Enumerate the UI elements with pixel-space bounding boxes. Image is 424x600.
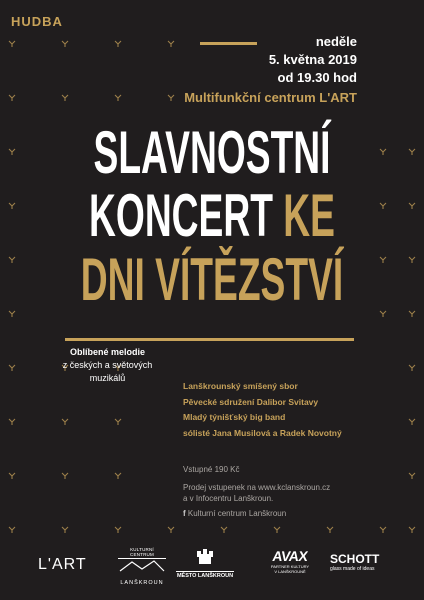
pattern-mark [9,419,15,425]
pattern-mark [380,257,386,263]
pattern-mark [62,95,68,101]
pattern-mark [168,95,174,101]
pattern-mark [9,527,15,533]
kc-logo-bottom-text: LANŠKROUN [120,580,164,586]
pattern-mark [327,527,333,533]
pattern-mark [115,527,121,533]
ticket-info [183,464,330,519]
title-line-2 [81,182,344,249]
event-time: od 19.30 hod [277,70,357,85]
pattern-mark [9,203,15,209]
pattern-mark [221,527,227,533]
facebook-icon: f [183,509,186,518]
accent-line-middle [65,338,354,341]
performer-item: sólisté Jana Musilová a Radek Novotný [183,427,342,438]
pattern-mark [62,473,68,479]
pattern-mark [115,419,121,425]
pattern-mark [9,311,15,317]
kc-logo-wave-icon [118,559,166,575]
kc-logo-top-text: KULTURNÍ CENTRUM [118,547,166,559]
pattern-mark [409,473,415,479]
pattern-mark [9,365,15,371]
schott-logo-text: SCHOTT [330,552,380,566]
ticket-sale-line-2: a v Infocentru Lanškroun. [183,494,274,503]
pattern-mark [168,41,174,47]
admission-price: Vstupné 190 Kč [183,465,240,474]
pattern-mark [380,527,386,533]
pattern-mark [409,203,415,209]
performer-item: Lanškrounský smíšený sbor [183,381,298,391]
avax-logo-text: AVAX [271,548,309,564]
performer-item: Mladý týnišťský big band [183,412,286,422]
pattern-mark [274,527,280,533]
pattern-mark [115,41,121,47]
avax-logo [268,548,312,574]
event-day: neděle [315,34,357,49]
pattern-mark [380,311,386,317]
accent-line-top [200,42,257,45]
performer-item: Pěvecké sdružení Dalibor Svitavy [183,396,319,407]
mesto-crest-icon [176,548,234,566]
title-line-3: DNI VÍTĚZSTVÍ [80,246,344,313]
kc-lanskroun-logo [118,547,166,586]
facebook-link[interactable] [183,508,330,519]
pattern-mark [409,365,415,371]
category-label: HUDBA [11,14,63,29]
pattern-mark [115,95,121,101]
event-date: 5. května 2019 [268,52,357,67]
pattern-mark [409,419,415,425]
event-venue: Multifunkční centrum L'ART [184,90,357,105]
avax-sub-1: PARTNER KULTURY [270,564,310,569]
subtitle [55,346,160,385]
title-line-2-white: KONCERT [89,182,284,249]
lart-logo-text: L'ART [38,556,87,573]
mesto-lanskroun-logo [176,548,234,579]
pattern-mark [168,527,174,533]
pattern-mark [62,41,68,47]
pattern-mark [9,473,15,479]
pattern-mark [9,41,15,47]
avax-sub-2: V LANŠKROUNĚ [274,569,306,574]
pattern-mark [409,311,415,317]
facebook-label: Kulturní centrum Lanškroun [187,509,287,518]
schott-logo [330,552,388,572]
mesto-logo-text: MĚSTO LANŠKROUN [176,573,234,579]
pattern-mark [9,95,15,101]
pattern-mark [409,149,415,155]
pattern-mark [62,419,68,425]
pattern-mark [380,149,386,155]
ticket-sale-line-1: Prodej vstupenek na www.kclanskroun.cz [183,483,331,492]
pattern-mark [9,257,15,263]
pattern-mark [380,203,386,209]
pattern-mark [62,527,68,533]
title-line-2-gold: KE [283,182,335,249]
subtitle-line-2: z českých a světových [62,360,153,370]
subtitle-line-1: Oblíbené melodie [69,347,145,357]
pattern-mark [409,257,415,263]
pattern-mark [115,473,121,479]
subtitle-line-3: muzikálů [89,373,126,383]
performers-list [183,379,342,441]
title-line-1: SLAVNOSTNÍ [93,119,331,186]
lart-logo [38,556,87,574]
schott-tagline: glass made of ideas [330,566,375,572]
pattern-mark [409,527,415,533]
pattern-mark [9,149,15,155]
